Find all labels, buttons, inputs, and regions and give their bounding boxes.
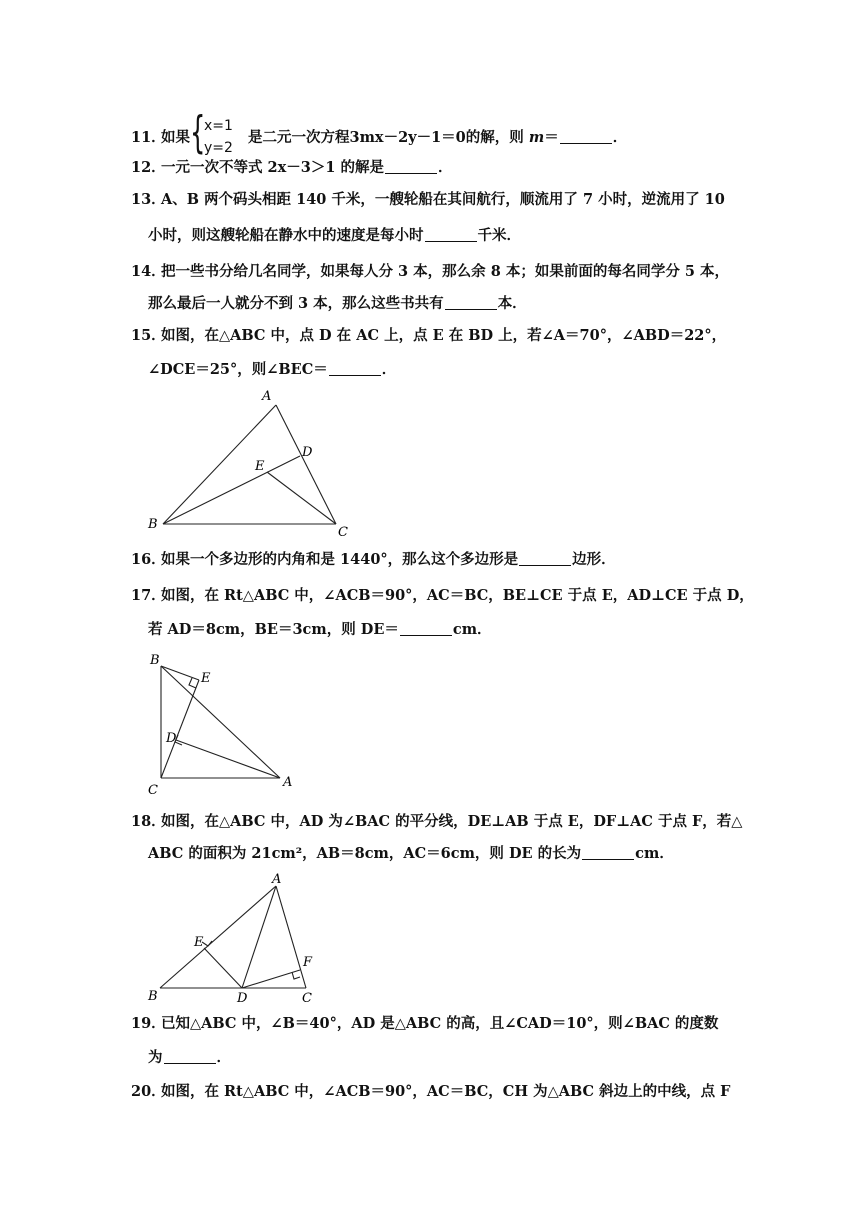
label-A: A bbox=[272, 872, 282, 887]
question-20: 20．如图，在 Rt△ABC 中，∠ACB＝90°，AC＝BC，CH 为△ABC 斜边上的中线，点 F bbox=[131, 1083, 731, 1100]
question-number: 18． bbox=[131, 813, 166, 830]
question-11: 11．如果 { x=1 y=2 是二元一次方程3mx－2y－1＝0的解，则 m＝ ． bbox=[131, 107, 628, 158]
answer-blank[interactable] bbox=[519, 551, 571, 566]
question-18-line2: ABC 的面积为 21cm²，AB＝8cm，AC＝6cm，则 DE 的长为 cm． bbox=[148, 845, 674, 862]
label-D: D bbox=[166, 731, 177, 746]
question-13: 13．A、B 两个码头相距 140 千米，一艘轮船在其间航行，顺流用了 7 小时，逆流用了 10 bbox=[131, 191, 725, 208]
label-B: B bbox=[148, 517, 158, 532]
figure-15 bbox=[140, 385, 360, 540]
label-E: E bbox=[255, 459, 265, 474]
question-number: 17． bbox=[131, 587, 166, 604]
question-number: 19． bbox=[131, 1015, 166, 1032]
question-number: 11． bbox=[131, 129, 166, 146]
label-B: B bbox=[150, 653, 160, 668]
question-14-line2: 那么最后一人就分不到 3 本，那么这些书共有 本． bbox=[148, 295, 527, 312]
question-17: 17．如图，在 Rt△ABC 中，∠ACB＝90°，AC＝BC，BE⊥CE 于点 E，AD⊥CE 于点 D， bbox=[131, 587, 754, 604]
answer-blank[interactable] bbox=[329, 361, 381, 376]
question-18: 18．如图，在△ABC 中，AD 为∠BAC 的平分线，DE⊥AB 于点 E，DF⊥AC 于点 F，若△ bbox=[131, 813, 743, 830]
label-A: A bbox=[262, 389, 272, 404]
label-D: D bbox=[237, 991, 248, 1006]
question-13-line2: 小时，则这艘轮船在静水中的速度是每小时 千米． bbox=[148, 227, 521, 244]
figure-17 bbox=[140, 648, 300, 798]
question-14: 14．把一些书分给几名同学，如果每人分 3 本，那么余 8 本；如果前面的每名同学分 5 本， bbox=[131, 263, 730, 280]
label-D: D bbox=[302, 445, 313, 460]
label-C: C bbox=[338, 525, 348, 540]
question-number: 15． bbox=[131, 327, 166, 344]
question-number: 20． bbox=[131, 1083, 166, 1100]
answer-blank[interactable] bbox=[582, 845, 634, 860]
label-E: E bbox=[201, 671, 211, 686]
question-19: 19．已知△ABC 中，∠B＝40°，AD 是△ABC 的高，且∠CAD＝10°，则∠BAC 的度数 bbox=[131, 1015, 719, 1032]
question-15-line2: ∠DCE＝25°，则∠BEC＝ ． bbox=[148, 361, 397, 378]
answer-blank[interactable] bbox=[385, 159, 437, 174]
question-12: 12．一元一次不等式 2x－3＞1 的解是 ． bbox=[131, 159, 453, 176]
label-B: B bbox=[148, 989, 158, 1004]
question-number: 12． bbox=[131, 159, 166, 176]
answer-blank[interactable] bbox=[445, 295, 497, 310]
answer-blank[interactable] bbox=[164, 1049, 216, 1064]
answer-blank[interactable] bbox=[400, 621, 452, 636]
question-19-line2: 为 ． bbox=[148, 1049, 231, 1066]
question-16: 16．如果一个多边形的内角和是 1440°，那么这个多边形是 边形． bbox=[131, 551, 616, 568]
label-E: E bbox=[194, 935, 204, 950]
label-C: C bbox=[148, 783, 158, 798]
label-A: A bbox=[283, 775, 293, 790]
figure-18 bbox=[140, 868, 330, 1008]
equation-system: { x=1 y=2 bbox=[190, 107, 233, 158]
answer-blank[interactable] bbox=[560, 129, 612, 144]
question-15: 15．如图，在△ABC 中，点 D 在 AC 上，点 E 在 BD 上，若∠A＝70°，∠ABD＝22°， bbox=[131, 327, 727, 344]
answer-blank[interactable] bbox=[425, 227, 477, 242]
label-C: C bbox=[302, 991, 312, 1006]
question-17-line2: 若 AD＝8cm，BE＝3cm，则 DE＝ cm． bbox=[148, 621, 492, 638]
label-F: F bbox=[303, 955, 313, 970]
question-number: 14． bbox=[131, 263, 166, 280]
question-number: 16． bbox=[131, 551, 166, 568]
question-number: 13． bbox=[131, 191, 166, 208]
